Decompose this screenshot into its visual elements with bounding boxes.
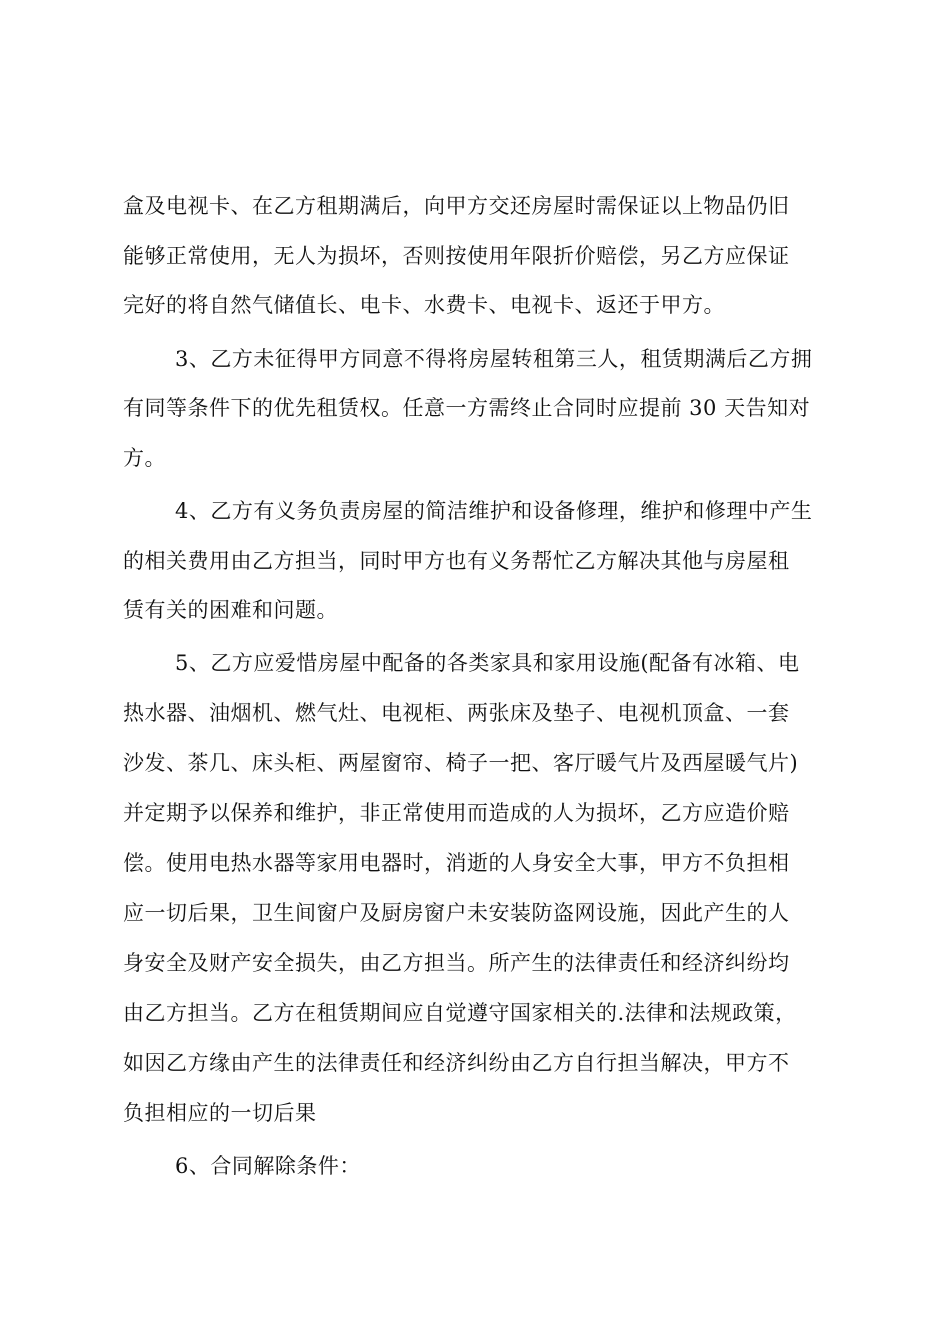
text-line <box>0 1095 950 1131</box>
text-line-content: 盒及电视卡、在乙方租期满后，向甲方交还房屋时需保证以上物品仍旧 <box>123 194 790 218</box>
text-line-content: 负担相应的一切后果 <box>123 1101 317 1125</box>
text-line <box>0 645 950 681</box>
text-line <box>0 188 950 224</box>
text-line-content: 3、乙方未征得甲方同意不得将房屋转租第三人，租赁期满后乙方拥 <box>175 347 813 371</box>
text-line <box>0 845 950 881</box>
text-line <box>0 1045 950 1081</box>
text-line <box>0 440 950 476</box>
text-line <box>0 592 950 628</box>
text-line-content: 如因乙方缘由产生的法律责任和经济纠纷由乙方自行担当解决，甲方不 <box>123 1051 790 1075</box>
text-line-content: 热水器、油烟机、燃气灶、电视柜、两张床及垫子、电视机顶盒、一套 <box>123 701 790 725</box>
text-line <box>0 493 950 529</box>
text-line-content: 5、乙方应爱惜房屋中配备的各类家具和家用设施(配备有冰箱、电 <box>175 651 800 675</box>
text-line <box>0 341 950 377</box>
text-line <box>0 695 950 731</box>
text-line <box>0 945 950 981</box>
text-line-content: 完好的将自然气储值长、电卡、水费卡、电视卡、返还于甲方。 <box>123 293 725 317</box>
text-line-content: 的相关费用由乙方担当，同时甲方也有义务帮忙乙方解决其他与房屋租 <box>123 549 790 573</box>
text-line <box>0 745 950 781</box>
text-line-content: 4、乙方有义务负责房屋的简洁维护和设备修理，维护和修理中产生 <box>175 499 813 523</box>
text-line-content: 赁有关的困难和问题。 <box>123 598 338 622</box>
text-line-content: 方。 <box>123 446 166 470</box>
text-line-content: 能够正常使用，无人为损坏，否则按使用年限折价赔偿，另乙方应保证 <box>123 244 790 268</box>
text-line <box>0 238 950 274</box>
text-line-content: 偿。使用电热水器等家用电器时，消逝的人身安全大事，甲方不负担相 <box>123 851 790 875</box>
text-line <box>0 543 950 579</box>
text-line-content: 沙发、茶几、床头柜、两屋窗帘、椅子一把、客厅暖气片及西屋暖气片) <box>123 751 799 775</box>
text-line-content: 应一切后果，卫生间窗户及厨房窗户未安装防盗网设施，因此产生的人 <box>123 901 790 925</box>
text-line-content: 有同等条件下的优先租赁权。任意一方需终止合同时应提前 30 天告知对 <box>123 396 811 420</box>
text-line <box>0 287 950 323</box>
text-line <box>0 895 950 931</box>
text-line <box>0 795 950 831</box>
text-line-content: 由乙方担当。乙方在租赁期间应自觉遵守国家相关的.法律和法规政策， <box>123 1001 797 1025</box>
text-line <box>0 1148 950 1184</box>
text-line-content: 并定期予以保养和维护，非正常使用而造成的人为损坏，乙方应造价赔 <box>123 801 790 825</box>
text-line <box>0 995 950 1031</box>
text-line <box>0 390 950 426</box>
text-line-content: 6、合同解除条件： <box>175 1154 361 1178</box>
text-line-content: 身安全及财产安全损失，由乙方担当。所产生的法律责任和经济纠纷均 <box>123 951 790 975</box>
